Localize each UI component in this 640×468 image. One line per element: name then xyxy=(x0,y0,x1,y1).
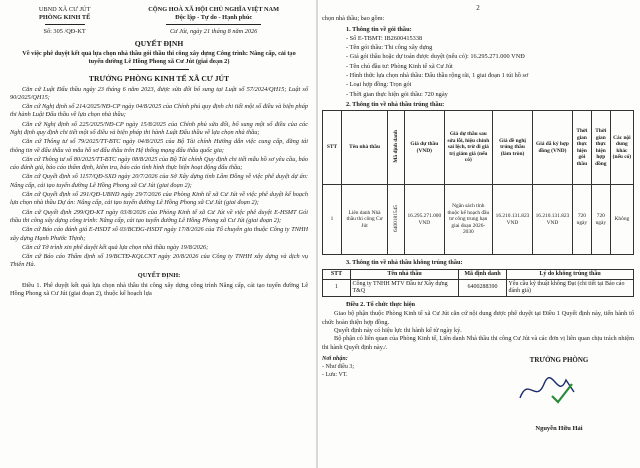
decide-heading: QUYẾT ĐỊNH: xyxy=(137,271,181,279)
table-cell: 16.210.131.823 VND xyxy=(532,185,572,255)
table-header-cell: Giá đã ký hợp đồng (VND) xyxy=(532,111,572,185)
section-3-title: 3. Thông tin về nhà thầu không trúng thầu: xyxy=(346,259,463,267)
table-cell: Liên danh Nhà thầu thi công Cư Jút xyxy=(341,185,387,255)
doc-number: Số: 305 /QĐ-KT xyxy=(43,27,86,35)
table-header-cell: Thời gian thực hiện gói thầu xyxy=(572,111,591,185)
nation-line-2: Độc lập - Tự do - Hạnh phúc xyxy=(175,14,253,22)
table-header-cell: STT xyxy=(323,269,351,279)
legal-basis-paragraph: Căn cứ Tờ trình xin phê duyệt kết quả lựa chọn nhà thầu ngày 19/8/2026; xyxy=(22,243,209,251)
table-cell: 16.210.131.823 VND xyxy=(493,185,533,255)
article-1: Điều 1. Phê duyệt kết quả lựa chọn nhà thầu thi công xây dựng công trình Nâng cấp, cải tạo tuyến đường Lê Hồng Phong xã Cư Jút (giai đoạn 2), thuộc kế hoạch lựa xyxy=(10,282,308,298)
losing-bidder-table xyxy=(322,269,634,298)
signer-name: Nguyễn Hữu Hải xyxy=(535,425,583,433)
doc-date: Cư Jút, ngày 21 tháng 8 năm 2026 xyxy=(169,27,258,35)
doc-subject: Về việc phê duyệt kết quả lựa chọn nhà thầu gói thầu thi công xây dựng Công trình: Nâng cấp, cải tạo tuyến đường Lê Hồng Phong xã Cư Jút (giai đoạn 2) xyxy=(22,49,296,66)
legal-basis-paragraph: Căn cứ Thông tư số 79/2025/TT-BTC ngày 04/8/2025 của Bộ Tài chính Hướng dẫn việc cung cấp, đăng tải thông tin về đấu thầu và mẫu hồ sơ đấu thầu trên Hệ thống mạng đấu thầu quốc gia; xyxy=(10,138,308,154)
article-3: Quyết định này có hiệu lực thi hành kể từ ngày ký. xyxy=(334,326,462,334)
section-1-title: 1. Thông tin về gói thầu: xyxy=(346,25,412,33)
signer xyxy=(484,356,634,434)
table-header-cell xyxy=(388,111,405,185)
package-info-item: - Hình thức lựa chọn nhà thầu: Đấu thầu rộng rãi, 1 giai đoạn 1 túi hồ sơ xyxy=(346,72,529,80)
legal-basis-paragraph: Căn cứ Quyết định số 291/QĐ-UBND ngày 29/7/2026 của Phòng Kinh tế xã Cư Jút về việc phê duyệt kế hoạch lựa chọn nhà thầu Dự án: Nâng cấp, cải tạo tuyến đường Lê Hồng Phong xã Cư Jút (giai đoạn 2); xyxy=(10,191,308,207)
article-2: Điều 2. Tổ chức thực hiện xyxy=(346,301,416,309)
table-header-cell: Lý do không trúng thầu xyxy=(507,269,634,279)
table-header-cell: Tên nhà thầu xyxy=(351,269,459,279)
table-cell: 1 xyxy=(323,185,342,255)
legal-basis-paragraph: Căn cứ Thông tư số 80/2025/TT-BTC ngày 08/8/2025 của Bộ Tài chính Quy định chi tiết mẫu hồ sơ yêu cầu, báo cáo đánh giá, báo cáo thẩm định, kiểm tra, báo cáo tình hình thực hiện hoạt động đấu thầu; xyxy=(10,155,308,172)
table-cell: Yêu cầu kỹ thuật không Đạt (chi tiết tại Báo cáo đánh giá) xyxy=(507,279,634,296)
signature-block xyxy=(322,356,634,434)
table-row xyxy=(323,185,634,255)
issuing-authority: TRƯỞNG PHÒNG KINH TẾ XÃ CƯ JÚT xyxy=(88,73,230,83)
legal-basis-paragraph: Căn cứ Báo cáo Thẩm định số 19/BCTĐ-KQLCNT ngày 20/8/2026 của Công ty TNHH xây dựng và dịch vụ Thiên Hà. xyxy=(10,253,308,269)
signer-title: TRƯỞNG PHÒNG xyxy=(529,355,589,364)
package-info-item: - Giá gói thầu hoặc dự toán được duyệt (nếu có): 16.295.271.000 VNĐ xyxy=(346,53,525,61)
table-header-row xyxy=(323,111,634,185)
table-header-cell: Các nội dung khác (nếu có) xyxy=(610,111,633,185)
package-info-item: - Loại hợp đồng: Trọn gói xyxy=(346,81,412,89)
article-2-body: Giao bộ phận thuộc Phòng Kinh tế xã Cư Jút căn cứ nội dung được phê duyệt tại Điều 1 Quyết định này, tiến hành tổ chức hoàn thiện hợp đồng. xyxy=(322,310,634,326)
table-cell: 16.295.271.000 VND xyxy=(405,185,445,255)
org-line-1: UBND XÃ CƯ JÚT xyxy=(38,6,91,13)
recipients-title: Nơi nhận: xyxy=(322,355,348,362)
table-cell: 720 ngày xyxy=(591,185,610,255)
nation-underline xyxy=(166,24,261,25)
number-date-row xyxy=(10,28,308,36)
signature-mark xyxy=(514,370,584,410)
table-header-text: Mã định danh xyxy=(392,130,399,163)
table-header-cell: Giá dự thầu sau sửa lỗi, hiệu chỉnh sai lệch, trừ đi giá trị giảm giá (nếu có) xyxy=(444,111,492,185)
table-cell: 720 ngày xyxy=(572,185,591,255)
legal-basis-paragraph: Căn cứ Luật Đấu thầu ngày 23 tháng 6 năm 2023, được sửa đổi bổ sung tại Luật số 57/2024/QH15; Luật số 90/2025/QH15; xyxy=(10,85,308,101)
continuation-text: chọn nhà thầu; bao gồm: xyxy=(322,15,385,23)
table-cell: Không xyxy=(610,185,633,255)
table-header-row xyxy=(323,269,634,279)
table-cell: 1 xyxy=(323,279,351,296)
package-info-item: - Số E-TBMT: IB2600415338 xyxy=(346,34,423,42)
recipients xyxy=(322,356,442,434)
page-number: 2 xyxy=(476,4,480,12)
table-header-cell: STT xyxy=(323,111,342,185)
legal-basis-list xyxy=(10,86,308,270)
document-header xyxy=(10,6,308,25)
table-cell xyxy=(388,185,405,255)
table-cell: Ngân sách tỉnh thuộc kế hoạch đầu tư công trung hạn giai đoạn 2026-2030 xyxy=(444,185,492,255)
table-cell: Công ty TNHH MTV Đầu tư Xây dựng T&Q xyxy=(351,279,459,296)
article-3-body: Bộ phận có liên quan của Phòng Kinh tế, Liên danh Nhà thầu thi công Cư Jút và các đơn vị liên quan chịu trách nhiệm thi hành Quyết định này./. xyxy=(322,335,634,351)
table-header-cell: Giá đề nghị trúng thầu (làm tròn) xyxy=(493,111,533,185)
table-cell: 6400288390 xyxy=(459,279,507,296)
package-info-list xyxy=(322,35,634,99)
recipient-item: - Như điều 3; xyxy=(322,363,355,370)
legal-basis-paragraph: Căn cứ Nghị định số 214/2025/NĐ-CP ngày 04/8/2025 của Chính phủ quy định chi tiết một số điều và biện pháp thi hành Luật Đấu thầu về lựa chọn nhà thầu; xyxy=(10,103,308,119)
table-header-cell: Thời gian thực hiện hợp đồng xyxy=(591,111,610,185)
table-cell-text: 6400181545 xyxy=(392,204,399,232)
table-header-cell: Mã định danh xyxy=(459,269,507,279)
package-info-item: - Tên chủ đầu tư: Phòng Kinh tế xã Cư Jút xyxy=(346,62,453,70)
legal-basis-paragraph: Căn cứ Quyết định 299/QĐ-KT ngày 03/8/2026 của Phòng Kinh tế xã Cư Jút về việc phê duyệt E-HSMT Gói thầu thi công xây dựng công trình: Nâng cấp, cải tạo tuyến đường Lê Hồng Phong xã Cư Jút (giai đoạn 2); xyxy=(10,208,308,224)
legal-basis-paragraph: Căn cứ Nghị định số 225/2025/NĐ-CP ngày 15/8/2025 của Chính phủ sửa đổi, bổ sung một số điều của các Nghị định quy định chi tiết một số điều và biện pháp thi hành Luật Đấu thầu về lựa chọn nhà thầu; xyxy=(10,120,308,136)
subject-underline xyxy=(129,69,189,70)
legal-basis-paragraph: Căn cứ Báo cáo đánh giá E-HSDT số 03/BCĐG-HSDT ngày 17/8/2026 của Tổ chuyên gia thuộc Công ty TNHH xây dựng Hạnh Phước Thịnh; xyxy=(10,226,308,242)
nation-line-1: CỘNG HOÀ XÃ HỘI CHỦ NGHĨA VIỆT NAM xyxy=(148,6,280,13)
table-row xyxy=(323,279,634,296)
table-header-cell: Giá dự thầu (VND) xyxy=(405,111,445,185)
package-info-item: - Thời gian thực hiện gói thầu: 720 ngày xyxy=(346,90,448,98)
doc-title: QUYẾT ĐỊNH xyxy=(134,38,184,48)
legal-basis-paragraph: Căn cứ Quyết định số 1157/QĐ-SXD ngày 20/7/2026 của Sở Xây dựng tỉnh Lâm Đồng về việc phê duyệt dự án: Nâng cấp, cải tạo tuyến đường Lê Hồng Phong xã Cư Jút (giai đoạn 2); xyxy=(10,173,308,189)
section-2-title: 2. Thông tin về nhà thầu trúng thầu: xyxy=(346,100,445,108)
document-page-1 xyxy=(0,0,316,468)
table-header-cell: Tên nhà thầu xyxy=(341,111,387,185)
org-underline xyxy=(45,24,85,25)
package-info-item: - Tên gói thầu: Thi công xây dựng xyxy=(346,44,433,52)
winning-bidder-table xyxy=(322,110,634,255)
document-page-2 xyxy=(318,0,640,468)
org-line-2: PHÒNG KINH TẾ xyxy=(38,14,91,22)
recipient-item: - Lưu: VT. xyxy=(322,371,348,378)
national-header xyxy=(119,6,308,25)
issuing-org xyxy=(10,6,119,25)
